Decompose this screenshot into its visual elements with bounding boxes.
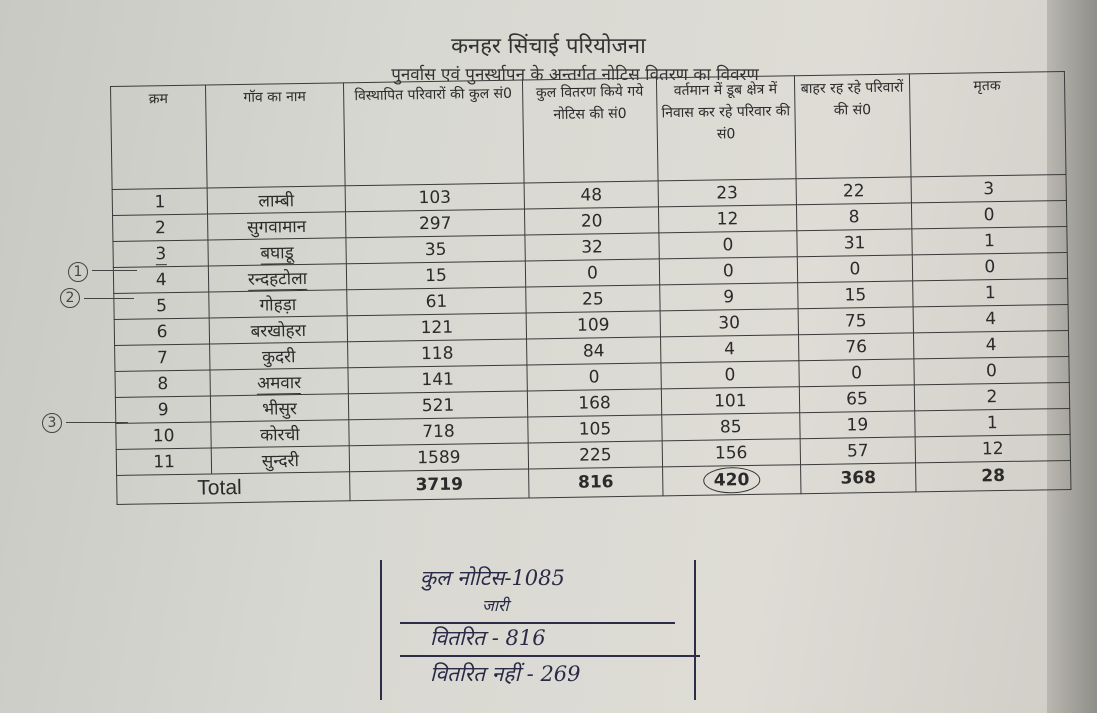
header-notices: कुल वितरण किये गये नोटिस की सं0 bbox=[523, 78, 658, 183]
cell-displaced: 1589 bbox=[349, 443, 529, 472]
total-notices: 816 bbox=[529, 467, 662, 498]
cell-outside: 75 bbox=[798, 307, 913, 335]
cell-serial: 7 bbox=[115, 344, 211, 371]
underlined-village: बघाडू bbox=[260, 243, 294, 264]
cell-serial: 10 bbox=[116, 422, 212, 449]
cell-displaced: 121 bbox=[347, 313, 527, 342]
handwritten-issued: जारी bbox=[482, 596, 509, 615]
total-residing-cell bbox=[662, 465, 801, 496]
cell-residing: 30 bbox=[660, 309, 799, 337]
header-residing: वर्तमान में डूब क्षेत्र में निवास कर रहे परिवार की सं0 bbox=[656, 76, 796, 181]
margin-mark-1: 1 bbox=[68, 262, 88, 282]
cell-serial: 4 bbox=[113, 266, 209, 293]
underlined-serial: 3 bbox=[155, 243, 167, 264]
cell-displaced: 118 bbox=[347, 339, 527, 368]
cell-serial: 2 bbox=[113, 214, 209, 241]
cell-outside: 22 bbox=[796, 177, 911, 205]
cell-notices: 109 bbox=[527, 311, 660, 339]
cell-village bbox=[210, 368, 348, 396]
cell-deceased: 4 bbox=[913, 304, 1069, 332]
underlined-village: रन्दहटोला bbox=[247, 268, 308, 290]
cell-serial bbox=[113, 240, 209, 267]
header-outside: बाहर रह रहे परिवारों की सं0 bbox=[795, 74, 911, 179]
cell-residing: 12 bbox=[658, 205, 797, 233]
total-outside: 368 bbox=[801, 463, 916, 494]
cell-notices: 84 bbox=[527, 337, 660, 365]
handwritten-not-distributed: वितरित नहीं - 269 bbox=[430, 662, 581, 686]
total-label: Total bbox=[117, 472, 350, 505]
handwritten-total-notices: कुल नोटिस-1085 bbox=[420, 566, 565, 590]
margin-pointer-3 bbox=[66, 422, 128, 423]
table-header-row bbox=[111, 72, 1067, 190]
cell-village bbox=[208, 238, 346, 266]
cell-deceased: 12 bbox=[915, 434, 1071, 462]
total-deceased: 28 bbox=[915, 460, 1071, 491]
cell-residing: 101 bbox=[661, 387, 800, 415]
margin-mark-2: 2 bbox=[60, 288, 80, 308]
cell-deceased: 1 bbox=[912, 226, 1068, 254]
cell-village: लाम्बी bbox=[207, 186, 345, 214]
cell-village: गोहड़ा bbox=[209, 290, 347, 318]
cell-notices: 0 bbox=[526, 259, 659, 287]
cell-serial: 5 bbox=[114, 292, 210, 319]
margin-mark-3: 3 bbox=[42, 413, 62, 433]
cell-notices: 105 bbox=[528, 415, 661, 443]
margin-pointer-2 bbox=[84, 298, 134, 299]
cell-outside: 65 bbox=[799, 385, 914, 413]
header-village: गॉव का नाम bbox=[206, 83, 345, 188]
cell-residing: 0 bbox=[660, 361, 799, 389]
document-subtitle: पुनर्वास एवं पुनर्स्थापन के अन्तर्गत नोटिस वितरण का विवरण bbox=[391, 65, 759, 85]
cell-displaced: 35 bbox=[345, 235, 525, 264]
cell-deceased: 1 bbox=[915, 408, 1071, 436]
cell-outside: 76 bbox=[799, 333, 914, 361]
cell-outside: 15 bbox=[798, 281, 913, 309]
cell-serial: 9 bbox=[115, 396, 211, 423]
cell-residing: 156 bbox=[662, 439, 801, 467]
cell-notices: 225 bbox=[529, 441, 662, 469]
header-deceased: मृतक bbox=[909, 72, 1066, 177]
total-displaced: 3719 bbox=[349, 469, 529, 501]
cell-displaced: 61 bbox=[346, 287, 526, 316]
cell-outside: 19 bbox=[800, 411, 915, 439]
notice-distribution-table bbox=[110, 71, 1071, 505]
handwritten-separator bbox=[400, 655, 700, 657]
circled-total-residing: 420 bbox=[703, 467, 761, 494]
margin-pointer-1 bbox=[92, 270, 137, 271]
cell-village: भीसुर bbox=[211, 394, 349, 422]
cell-outside: 31 bbox=[797, 229, 912, 257]
cell-village: सुन्दरी bbox=[212, 446, 350, 474]
cell-village bbox=[209, 264, 347, 292]
cell-residing: 85 bbox=[661, 413, 800, 441]
cell-notices: 48 bbox=[525, 181, 658, 209]
cell-deceased: 0 bbox=[911, 200, 1067, 228]
cell-notices: 25 bbox=[526, 285, 659, 313]
document-title: कनहर सिंचाई परियोजना bbox=[451, 34, 646, 59]
cell-village: कुदरी bbox=[210, 342, 348, 370]
cell-serial: 6 bbox=[114, 318, 210, 345]
header-serial: क्रम bbox=[111, 85, 208, 189]
cell-residing: 4 bbox=[660, 335, 799, 363]
table-body bbox=[112, 174, 1071, 504]
cell-notices: 0 bbox=[527, 363, 660, 391]
cell-deceased: 0 bbox=[912, 252, 1068, 280]
cell-displaced: 521 bbox=[348, 391, 528, 420]
cell-displaced: 15 bbox=[346, 261, 526, 290]
cell-residing: 23 bbox=[658, 179, 797, 207]
cell-residing: 0 bbox=[658, 231, 797, 259]
handwritten-distributed: वितरित - 816 bbox=[430, 626, 546, 650]
cell-outside: 0 bbox=[799, 359, 914, 387]
cell-notices: 168 bbox=[528, 389, 661, 417]
cell-deceased: 0 bbox=[914, 356, 1070, 384]
cell-displaced: 297 bbox=[345, 209, 525, 238]
cell-deceased: 4 bbox=[913, 330, 1069, 358]
cell-displaced: 718 bbox=[348, 417, 528, 446]
cell-serial: 8 bbox=[115, 370, 211, 397]
cell-displaced: 141 bbox=[348, 365, 528, 394]
cell-outside: 0 bbox=[797, 255, 912, 283]
cell-village: सुगवामान bbox=[208, 212, 346, 240]
header-displaced: विस्थापित परिवारों की कुल सं0 bbox=[343, 80, 525, 186]
cell-serial: 1 bbox=[112, 188, 208, 215]
underlined-village: अमवार bbox=[256, 373, 302, 394]
cell-residing: 9 bbox=[659, 283, 798, 311]
cell-outside: 8 bbox=[797, 203, 912, 231]
cell-deceased: 2 bbox=[914, 382, 1070, 410]
cell-residing: 0 bbox=[659, 257, 798, 285]
cell-village: कोरची bbox=[211, 420, 349, 448]
cell-deceased: 3 bbox=[911, 174, 1067, 202]
cell-deceased: 1 bbox=[913, 278, 1069, 306]
cell-outside: 57 bbox=[800, 437, 915, 465]
handwritten-summary-box bbox=[380, 560, 696, 700]
cell-village: बरखोहरा bbox=[209, 316, 347, 344]
cell-notices: 32 bbox=[525, 233, 658, 261]
cell-notices: 20 bbox=[525, 207, 658, 235]
cell-serial: 11 bbox=[116, 448, 212, 475]
cell-displaced: 103 bbox=[345, 183, 525, 212]
